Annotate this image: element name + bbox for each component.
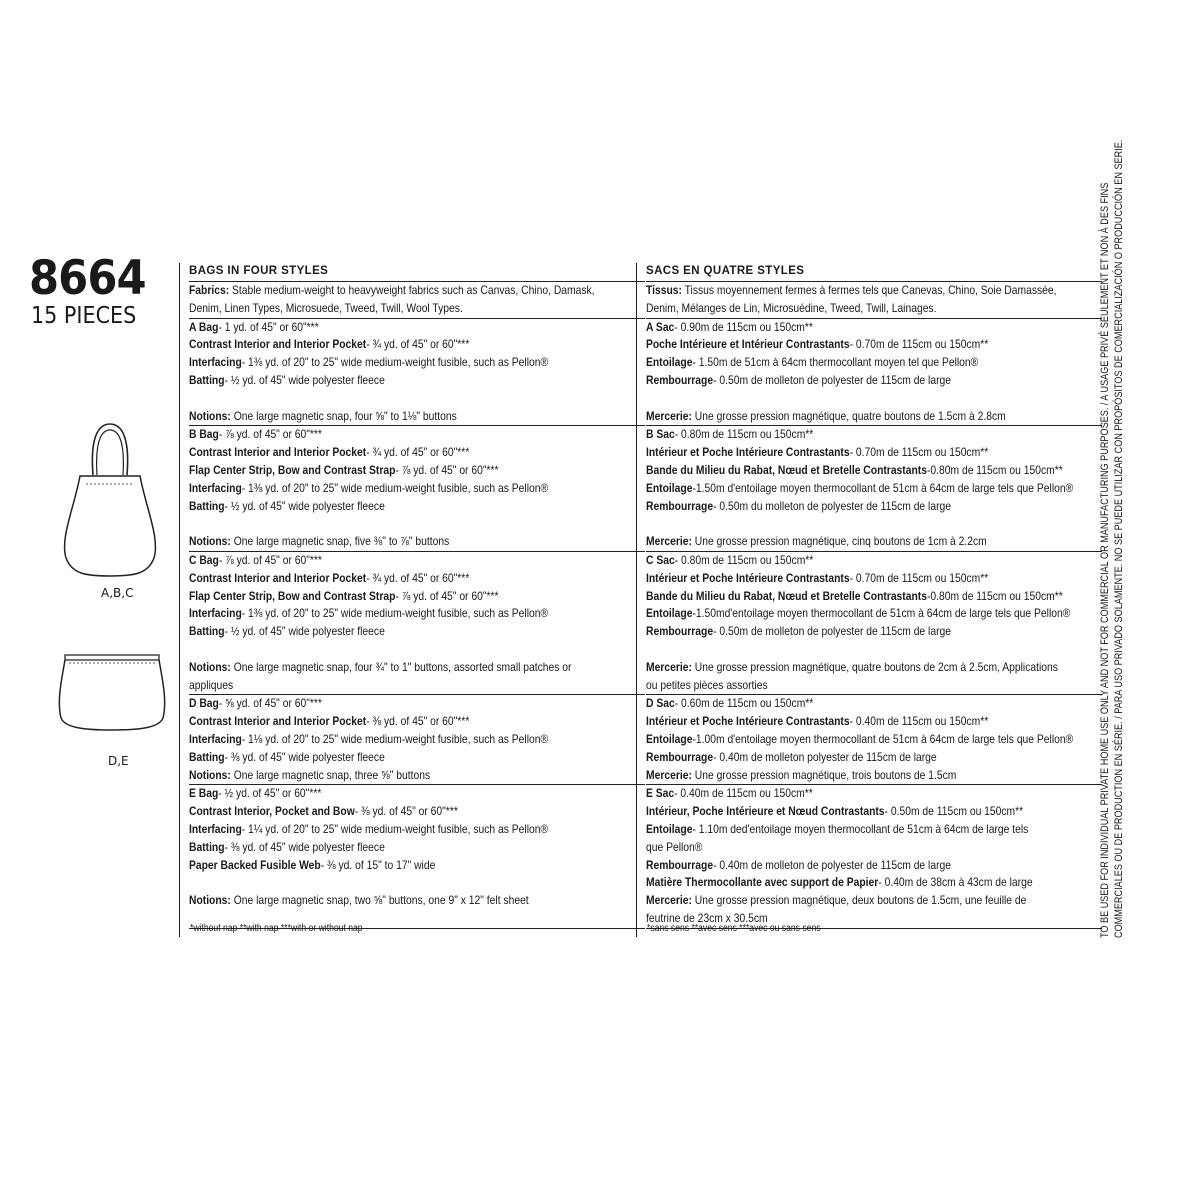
text-line — [189, 552, 644, 570]
line-text: - 0.50m de molleton de polyester de 115cm de large — [713, 372, 951, 387]
text-line — [189, 570, 644, 588]
text-line — [646, 749, 1101, 767]
text-line — [646, 533, 1101, 551]
text-line — [189, 515, 644, 533]
line-text: que Pellon® — [646, 839, 703, 854]
line-text: - ½ yd. of 45" wide polyester fleece — [224, 372, 385, 387]
line-label: Batting — [189, 498, 225, 513]
line-text: Stable medium-weight to heavyweight fabrics such as Canvas, Chino, Damask, — [229, 283, 595, 297]
text-line — [646, 892, 1101, 910]
text-line — [646, 659, 1101, 677]
text-line — [189, 533, 644, 551]
text-line — [646, 857, 1101, 875]
french-footnote: *sans sens **avec sens ***avec ou sans sens — [647, 923, 821, 934]
text-line — [189, 498, 644, 516]
line-text: - 0.70m de 115cm ou 150cm** — [849, 445, 989, 460]
line-label: Entoilage — [646, 606, 693, 621]
line-label: Rembourrage — [646, 498, 714, 513]
line-text: - ½ yd. of 45" wide polyester fleece — [224, 624, 385, 639]
text-line — [646, 767, 1101, 785]
text-line — [646, 426, 1101, 444]
line-label: Notions: — [189, 659, 231, 674]
line-text: - 0.40m de molleton polyester de 115cm de large — [713, 749, 937, 764]
line-text: - ⅜ yd. of 45" wide polyester fleece — [224, 749, 385, 764]
text-line — [646, 803, 1101, 821]
line-text: - 1⅜ yd. of 20" to 25" wide medium-weight fusible, such as Pellon® — [241, 606, 549, 621]
text-line — [189, 336, 644, 354]
line-text: -1.50md'entoilage moyen thermocollant de 51cm à 64cm de large tels que Pellon® — [692, 606, 1071, 621]
line-label: C Sac — [646, 552, 675, 567]
line-text: - 1 yd. of 45" or 60"*** — [218, 319, 319, 334]
english-section — [189, 785, 645, 928]
english-section — [189, 552, 645, 695]
line-text: Denim, Linen Types, Microsuede, Tweed, Twill, Wool Types. — [189, 300, 463, 315]
text-line — [189, 588, 644, 606]
line-text: - 0.50m du molleton de polyester de 115cm de large — [713, 498, 951, 513]
french-section — [646, 282, 1102, 319]
text-line — [646, 713, 1101, 731]
line-label: Notions: — [189, 534, 231, 549]
line-label: C Bag — [189, 552, 219, 567]
text-line — [189, 444, 644, 462]
line-label: Entoilage — [646, 480, 693, 495]
line-text: Une grosse pression magnétique, trois boutons de 1.5cm — [691, 767, 957, 782]
line-text: - 0.80m de 115cm ou 150cm** — [674, 552, 814, 567]
line-label: Interfacing — [189, 355, 242, 370]
pattern-number: 8664 — [29, 251, 146, 306]
line-text: feutrine de 23cm x 30.5cm — [646, 910, 768, 925]
text-line — [646, 874, 1101, 892]
french-heading: SACS EN QUATRE STYLES — [646, 263, 1102, 282]
text-line — [646, 839, 1101, 857]
english-section — [189, 695, 645, 785]
french-column — [636, 263, 1102, 937]
text-line — [189, 713, 644, 731]
french-section — [646, 552, 1102, 695]
line-label: Mercerie: — [646, 534, 692, 549]
english-footnote: *without nap **with nap ***with or without nap — [190, 923, 363, 934]
text-line — [646, 731, 1101, 749]
line-text: -1.50m d'entoilage moyen thermocollant de 51cm à 64cm de large tels que Pellon® — [692, 480, 1074, 495]
line-text: - ⅜ yd. of 45" or 60"*** — [354, 804, 458, 819]
line-text: - 0.90m de 115cm ou 150cm** — [674, 319, 813, 334]
bag-de-sketch — [55, 652, 170, 732]
french-section — [646, 426, 1102, 552]
line-text: Une grosse pression magnétique, quatre boutons de 2cm à 2.5cm, Applications — [691, 659, 1058, 674]
text-line — [646, 444, 1101, 462]
line-text: - ⅝ yd. of 45" or 60"*** — [218, 696, 322, 711]
line-label: A Bag — [189, 319, 219, 334]
line-label: B Bag — [189, 427, 219, 442]
line-text: - ⅞ yd. of 45" or 60"*** — [218, 552, 322, 567]
english-section — [189, 426, 645, 552]
text-line — [189, 785, 644, 803]
text-line — [189, 623, 644, 641]
line-text: - ½ yd. of 45" or 60"*** — [218, 786, 322, 801]
line-label: E Bag — [189, 786, 219, 801]
text-line — [646, 282, 1101, 300]
text-line — [189, 839, 644, 857]
line-label: Poche Intérieure et Intérieur Contrastants — [646, 337, 850, 352]
line-label: Intérieur et Poche Intérieure Contrastants — [646, 570, 850, 585]
text-line — [189, 857, 644, 875]
line-label: B Sac — [646, 427, 675, 442]
line-text: Une grosse pression magnétique, cinq boutons de 1cm à 2.2cm — [691, 534, 987, 549]
text-line — [646, 641, 1101, 659]
text-line — [189, 767, 644, 785]
line-text: -0.80m de 115cm ou 150cm** — [926, 462, 1063, 477]
text-line — [646, 390, 1101, 408]
english-column — [179, 263, 645, 937]
line-label: Flap Center Strip, Bow and Contrast Strap — [189, 588, 396, 603]
line-label: Entoilage — [646, 821, 693, 836]
line-label: Notions: — [189, 893, 231, 908]
text-line — [189, 821, 644, 839]
line-text: - 0.40m de 38cm à 43cm de large — [878, 875, 1033, 890]
line-text: - 0.70m de 115cm ou 150cm** — [849, 570, 989, 585]
line-label: Contrast Interior and Interior Pocket — [189, 337, 367, 352]
line-label: Interfacing — [189, 821, 242, 836]
piece-count: 15 PIECES — [31, 303, 137, 329]
line-text: Denim, Mélanges de Lin, Microsuédine, Tweed, Twill, Lainages. — [646, 300, 937, 315]
line-text: - 0.70m de 115cm ou 150cm** — [849, 337, 989, 352]
line-label: Interfacing — [189, 606, 242, 621]
text-line — [646, 588, 1101, 606]
line-text: - ⅞ yd. of 45" or 60"*** — [395, 462, 499, 477]
text-line — [189, 803, 644, 821]
line-label: Mercerie: — [646, 408, 692, 423]
text-line — [646, 480, 1101, 498]
text-line — [646, 515, 1101, 533]
text-line — [189, 641, 644, 659]
line-label: Batting — [189, 624, 225, 639]
text-line — [189, 282, 644, 300]
text-line — [189, 300, 644, 318]
text-line — [189, 319, 644, 337]
line-text: - 1⅜ yd. of 20" to 25" wide medium-weight fusible, such as Pellon® — [241, 480, 549, 495]
line-text: - 1⅜ yd. of 20" to 25" wide medium-weight fusible, such as Pellon® — [241, 355, 549, 370]
text-line — [189, 390, 644, 408]
bag-abc-sketch — [50, 418, 170, 578]
line-label: Mercerie: — [646, 893, 692, 908]
line-text: -1.00m d'entoilage moyen thermocollant de 51cm à 64cm de large tels que Pellon® — [692, 731, 1074, 746]
line-text: appliques — [189, 677, 234, 692]
line-text: -0.80m de 115cm ou 150cm** — [926, 588, 1063, 603]
line-text: One large magnetic snap, three ⅝" buttons — [230, 767, 431, 782]
line-text: - 1¼ yd. of 20" to 25" wide medium-weight fusible, such as Pellon® — [241, 821, 549, 836]
french-section — [646, 785, 1102, 928]
line-text: - 0.60m de 115cm ou 150cm** — [674, 696, 814, 711]
text-line — [189, 749, 644, 767]
text-line — [189, 677, 644, 695]
text-line — [646, 695, 1101, 713]
usage-notice — [1098, 139, 1126, 938]
text-line — [646, 498, 1101, 516]
text-line — [646, 623, 1101, 641]
line-text: ou petites pièces assorties — [646, 677, 768, 692]
line-label: E Sac — [646, 786, 675, 801]
text-line — [189, 659, 644, 677]
text-line — [646, 677, 1101, 695]
line-label: Rembourrage — [646, 749, 714, 764]
line-label: Rembourrage — [646, 372, 714, 387]
line-label: Bande du Milieu du Rabat, Nœud et Bretelle Contrastants — [646, 588, 927, 603]
text-line — [646, 605, 1101, 623]
line-label: Batting — [189, 749, 225, 764]
english-section — [189, 282, 645, 319]
text-line — [646, 319, 1101, 337]
line-label: Intérieur et Poche Intérieure Contrastants — [646, 714, 850, 729]
line-text: - ⅜ yd. of 15" to 17" wide — [320, 857, 436, 872]
line-label: Contrast Interior and Interior Pocket — [189, 714, 367, 729]
text-line — [646, 372, 1101, 390]
line-text: - 0.40m de 115cm ou 150cm** — [849, 714, 989, 729]
line-label: Contrast Interior and Interior Pocket — [189, 445, 367, 460]
line-text: - ⅜ yd. of 45" wide polyester fleece — [224, 839, 385, 854]
line-label: D Sac — [646, 696, 675, 711]
line-text: - ¾ yd. of 45" or 60"*** — [366, 337, 470, 352]
line-text: - 0.40m de molleton de polyester de 115cm de large — [713, 857, 951, 872]
text-line — [189, 695, 644, 713]
line-text: - ¾ yd. of 45" or 60"*** — [366, 570, 470, 585]
line-text: One large magnetic snap, four ¾" to 1" buttons, assorted small patches or — [230, 659, 572, 674]
text-line — [189, 426, 644, 444]
line-label: Paper Backed Fusible Web — [189, 857, 321, 872]
text-line — [646, 552, 1101, 570]
line-text: - 1.10m ded'entoilage moyen thermocollant de 51cm à 64cm de large tels — [692, 821, 1029, 836]
text-line — [189, 480, 644, 498]
line-text: - 1.50m de 51cm à 64cm thermocollant moyen tel que Pellon® — [692, 355, 979, 370]
line-text: - 0.50m de 115cm ou 150cm** — [884, 804, 1024, 819]
line-label: Intérieur et Poche Intérieure Contrastants — [646, 445, 850, 460]
line-text: - 0.50m de molleton de polyester de 115cm de large — [713, 624, 951, 639]
line-label: Notions: — [189, 767, 231, 782]
english-heading: BAGS IN FOUR STYLES — [189, 263, 645, 282]
text-line — [189, 731, 644, 749]
line-label: Rembourrage — [646, 857, 714, 872]
usage-notice-line: COMMERCIALES OU DE PRODUCTION EN SÉRIE. / PARA USO PRIVADO SOLAMENTE. NO SE PUEDE UTILIZAR CON PROPÓSITOS DE COMERCIALIZACIÓN O PRODUCCIÓN EN SERIE. — [1113, 139, 1125, 938]
text-line — [189, 372, 644, 390]
line-label: Notions: — [189, 408, 231, 423]
text-line — [189, 874, 644, 892]
text-line — [646, 821, 1101, 839]
line-label: Bande du Milieu du Rabat, Nœud et Bretelle Contrastants — [646, 462, 927, 477]
text-line — [646, 785, 1101, 803]
line-label: D Bag — [189, 696, 219, 711]
line-text: One large magnetic snap, four ⅝" to 1⅛" buttons — [230, 408, 457, 423]
text-line — [646, 336, 1101, 354]
line-label: Batting — [189, 372, 225, 387]
line-text: Une grosse pression magnétique, quatre boutons de 1.5cm à 2.8cm — [691, 408, 1006, 423]
line-text: - 1⅛ yd. of 20" to 25" wide medium-weight fusible, such as Pellon® — [241, 731, 549, 746]
line-label: Rembourrage — [646, 624, 714, 639]
line-text: - ⅜ yd. of 45" or 60"*** — [366, 714, 470, 729]
line-label: Entoilage — [646, 355, 693, 370]
text-line — [189, 354, 644, 372]
line-text: Une grosse pression magnétique, deux boutons de 1.5cm, une feuille de — [691, 893, 1027, 908]
text-line — [646, 462, 1101, 480]
line-label: Mercerie: — [646, 767, 692, 782]
english-section — [189, 319, 645, 427]
line-text: - ½ yd. of 45" wide polyester fleece — [224, 498, 385, 513]
line-text: - ¾ yd. of 45" or 60"*** — [366, 445, 470, 460]
view-label-abc: A,B,C — [101, 586, 134, 600]
french-section — [646, 695, 1102, 785]
text-line — [189, 892, 644, 910]
line-text: - ⅞ yd. of 45" or 60"*** — [395, 588, 499, 603]
text-line — [646, 300, 1101, 318]
line-label: Interfacing — [189, 731, 242, 746]
line-label: Intérieur, Poche Intérieure et Nœud Contrastants — [646, 804, 885, 819]
french-section — [646, 319, 1102, 427]
line-label: Flap Center Strip, Bow and Contrast Strap — [189, 462, 396, 477]
text-line — [646, 354, 1101, 372]
line-label: Matière Thermocollante avec support de Papier — [646, 875, 879, 890]
line-label: Entoilage — [646, 731, 693, 746]
line-label: Batting — [189, 839, 225, 854]
line-label: Interfacing — [189, 480, 242, 495]
line-label: Contrast Interior and Interior Pocket — [189, 570, 367, 585]
usage-notice-line: TO BE USED FOR INDIVIDUAL PRIVATE HOME USE ONLY AND NOT FOR COMMERCIAL OR MANUFACTURING PURPOSES. / A USAGE PRIVÉ SEULEMENT ET NON À DES FINS — [1099, 182, 1111, 938]
line-text: One large magnetic snap, five ⅜" to ⅞" buttons — [230, 534, 450, 549]
text-line — [646, 408, 1101, 426]
line-label: Fabrics: — [189, 283, 230, 297]
line-text: Tissus moyennement fermes à fermes tels que Canevas, Chino, Soie Damassée, — [681, 283, 1057, 297]
line-text: - 0.40m de 115cm ou 150cm** — [674, 786, 813, 801]
text-line — [189, 605, 644, 623]
line-label: A Sac — [646, 319, 675, 334]
line-label: Tissus: — [646, 283, 682, 297]
line-text: One large magnetic snap, two ⅝" buttons, one 9" x 12" felt sheet — [230, 893, 529, 908]
view-label-de: D,E — [108, 754, 129, 768]
line-label: Mercerie: — [646, 659, 692, 674]
line-text: - ⅞ yd. of 45" or 60"*** — [218, 427, 322, 442]
text-line — [646, 570, 1101, 588]
line-text: - 0.80m de 115cm ou 150cm** — [674, 427, 814, 442]
text-line — [189, 408, 644, 426]
text-line — [189, 462, 644, 480]
line-label: Contrast Interior, Pocket and Bow — [189, 804, 355, 819]
